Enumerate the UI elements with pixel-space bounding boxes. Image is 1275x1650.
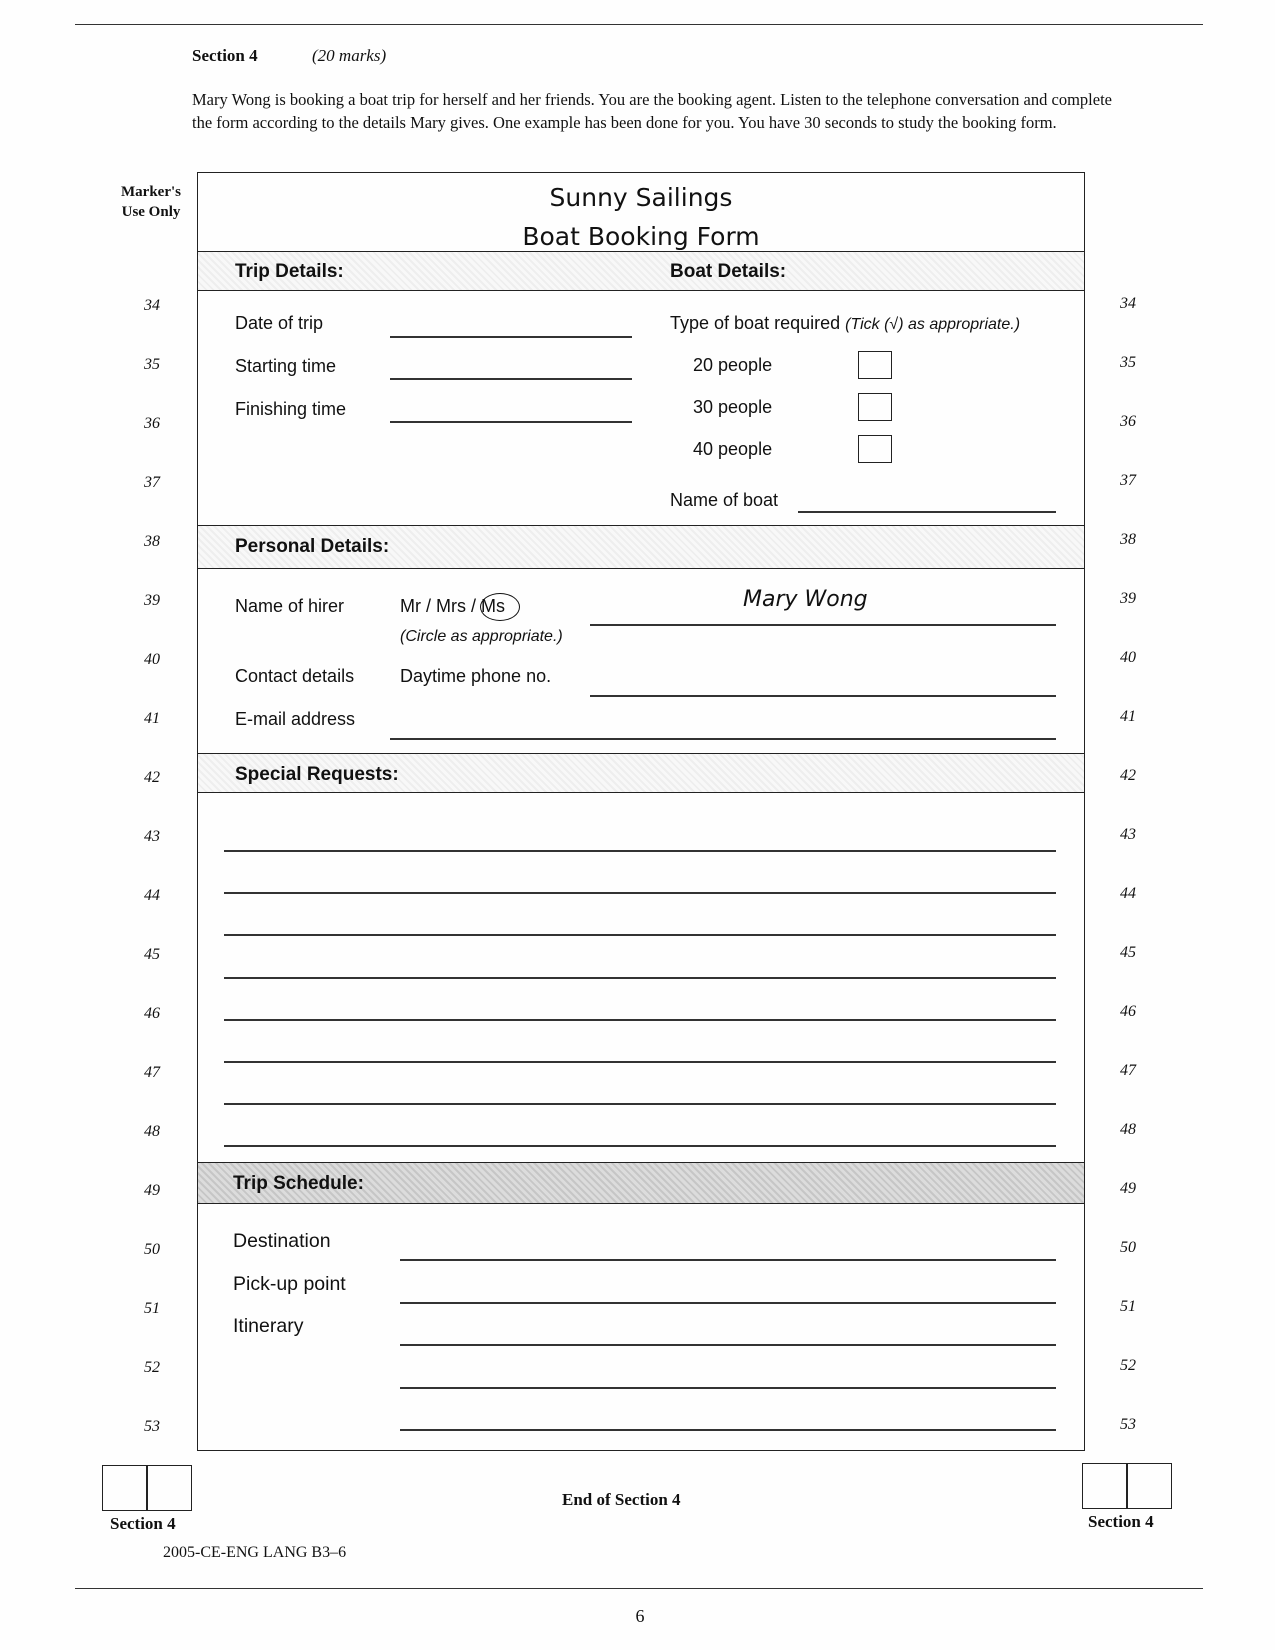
paper-code: 2005-CE-ENG LANG B3–6 <box>163 1544 347 1561</box>
instructions-paragraph: Mary Wong is booking a boat trip for herself and her friends. You are the booking agent. Listen to the telephone conversation and complete the form according to the details Mary gives. One example has been done for you. You have 30 seconds to study the booking form. <box>192 90 1112 132</box>
top-rule <box>75 24 1203 25</box>
question-number: 51 <box>144 1300 160 1317</box>
hirer-title-ms[interactable]: Ms <box>481 596 505 616</box>
question-number: 39 <box>1120 590 1136 607</box>
question-number: 47 <box>144 1064 160 1081</box>
hirer-name-value: Mary Wong <box>743 587 868 612</box>
question-number: 46 <box>1120 1003 1136 1020</box>
hirer-title-mr-mrs: Mr / Mrs / <box>400 596 476 616</box>
question-number: 42 <box>144 769 160 786</box>
question-number: 42 <box>1120 767 1136 784</box>
ms-circle-mark <box>480 593 520 621</box>
itinerary-field[interactable] <box>400 1429 1056 1431</box>
starting-time-label: Starting time <box>235 356 337 376</box>
daytime-phone-label: Daytime phone no. <box>400 666 552 686</box>
question-number: 35 <box>1120 354 1136 371</box>
question-number: 36 <box>144 415 160 432</box>
question-number: 40 <box>1120 649 1136 666</box>
itinerary-label: Itinerary <box>233 1315 304 1337</box>
question-number: 34 <box>144 297 160 314</box>
form-title-company: Sunny Sailings <box>549 183 733 212</box>
question-number: 47 <box>1120 1062 1136 1079</box>
pickup-point-label: Pick-up point <box>233 1273 346 1295</box>
question-number: 38 <box>144 533 160 550</box>
boat-option-40-checkbox[interactable] <box>858 435 892 463</box>
boat-type-label <box>670 313 1020 334</box>
question-number: 48 <box>1120 1121 1136 1138</box>
boat-option-30-checkbox[interactable] <box>858 393 892 421</box>
itinerary-field[interactable] <box>400 1344 1056 1346</box>
question-number: 53 <box>1120 1416 1136 1433</box>
end-of-section: End of Section 4 <box>562 1490 681 1509</box>
question-number: 52 <box>1120 1357 1136 1374</box>
special-request-line[interactable] <box>224 977 1056 979</box>
question-number: 50 <box>1120 1239 1136 1256</box>
hirer-name-label: Name of hirer <box>235 596 345 616</box>
marker-use-label: Marker's Use Only <box>121 184 181 220</box>
question-number: 37 <box>144 474 160 491</box>
special-requests-heading: Special Requests: <box>235 764 399 785</box>
trip-schedule-heading: Trip Schedule: <box>233 1173 364 1194</box>
question-number: 49 <box>1120 1180 1136 1197</box>
question-number: 41 <box>144 710 160 727</box>
score-box-divider <box>1126 1463 1128 1509</box>
question-number: 50 <box>144 1241 160 1258</box>
date-of-trip-label: Date of trip <box>235 313 324 333</box>
form-title <box>197 178 1085 256</box>
question-number: 44 <box>1120 885 1136 902</box>
section-box-label-right: Section 4 <box>1088 1512 1154 1531</box>
question-number: 45 <box>144 946 160 963</box>
special-request-line[interactable] <box>224 1103 1056 1105</box>
pickup-point-field[interactable] <box>400 1302 1056 1304</box>
boat-option-20-checkbox[interactable] <box>858 351 892 379</box>
question-number: 51 <box>1120 1298 1136 1315</box>
finishing-time-field[interactable] <box>390 421 632 423</box>
question-number: 37 <box>1120 472 1136 489</box>
special-request-line[interactable] <box>224 1145 1056 1147</box>
contact-details-label: Contact details <box>235 666 355 686</box>
special-request-line[interactable] <box>224 1061 1056 1063</box>
page-number: 6 <box>635 1606 645 1626</box>
question-number: 40 <box>144 651 160 668</box>
hirer-name-field[interactable] <box>590 624 1056 626</box>
section-marks: (20 marks) <box>312 46 387 65</box>
form-title-form-name: Boat Booking Form <box>522 222 760 251</box>
special-request-line[interactable] <box>224 850 1056 852</box>
trip-details-heading: Trip Details: <box>235 261 344 282</box>
question-number: 45 <box>1120 944 1136 961</box>
section-box-label-left: Section 4 <box>110 1514 176 1533</box>
special-request-line[interactable] <box>224 934 1056 936</box>
date-of-trip-field[interactable] <box>390 336 632 338</box>
circle-hint: (Circle as appropriate.) <box>400 628 563 645</box>
question-number: 41 <box>1120 708 1136 725</box>
daytime-phone-field[interactable] <box>590 695 1056 697</box>
question-number: 43 <box>1120 826 1136 843</box>
question-number: 53 <box>144 1418 160 1435</box>
finishing-time-label: Finishing time <box>235 399 347 419</box>
bottom-rule <box>75 1588 1203 1589</box>
question-number: 43 <box>144 828 160 845</box>
question-number: 39 <box>144 592 160 609</box>
destination-label: Destination <box>233 1230 331 1252</box>
boat-type-hint: (Tick (√) as appropriate.) <box>845 316 1021 333</box>
question-number: 48 <box>144 1123 160 1140</box>
question-number: 44 <box>144 887 160 904</box>
special-request-line[interactable] <box>224 892 1056 894</box>
question-number: 38 <box>1120 531 1136 548</box>
section-heading: Section 4 <box>192 46 258 65</box>
question-number: 35 <box>144 356 160 373</box>
boat-name-field[interactable] <box>798 511 1056 513</box>
boat-option-40-label: 40 people <box>693 439 773 459</box>
email-address-field[interactable] <box>390 738 1056 740</box>
boat-option-20-label: 20 people <box>693 355 773 375</box>
boat-option-30-label: 30 people <box>693 397 773 417</box>
boat-type-label-text: Type of boat required <box>670 313 841 333</box>
boat-name-label: Name of boat <box>670 490 779 510</box>
destination-field[interactable] <box>400 1259 1056 1261</box>
boat-details-heading: Boat Details: <box>670 261 787 282</box>
question-number: 52 <box>144 1359 160 1376</box>
question-number: 34 <box>1120 295 1136 312</box>
special-request-line[interactable] <box>224 1019 1056 1021</box>
email-address-label: E-mail address <box>235 709 356 729</box>
itinerary-field[interactable] <box>400 1387 1056 1389</box>
question-number: 36 <box>1120 413 1136 430</box>
starting-time-field[interactable] <box>390 378 632 380</box>
question-number: 46 <box>144 1005 160 1022</box>
personal-details-heading: Personal Details: <box>235 536 390 557</box>
question-number: 49 <box>144 1182 160 1199</box>
score-box-divider <box>146 1465 148 1511</box>
